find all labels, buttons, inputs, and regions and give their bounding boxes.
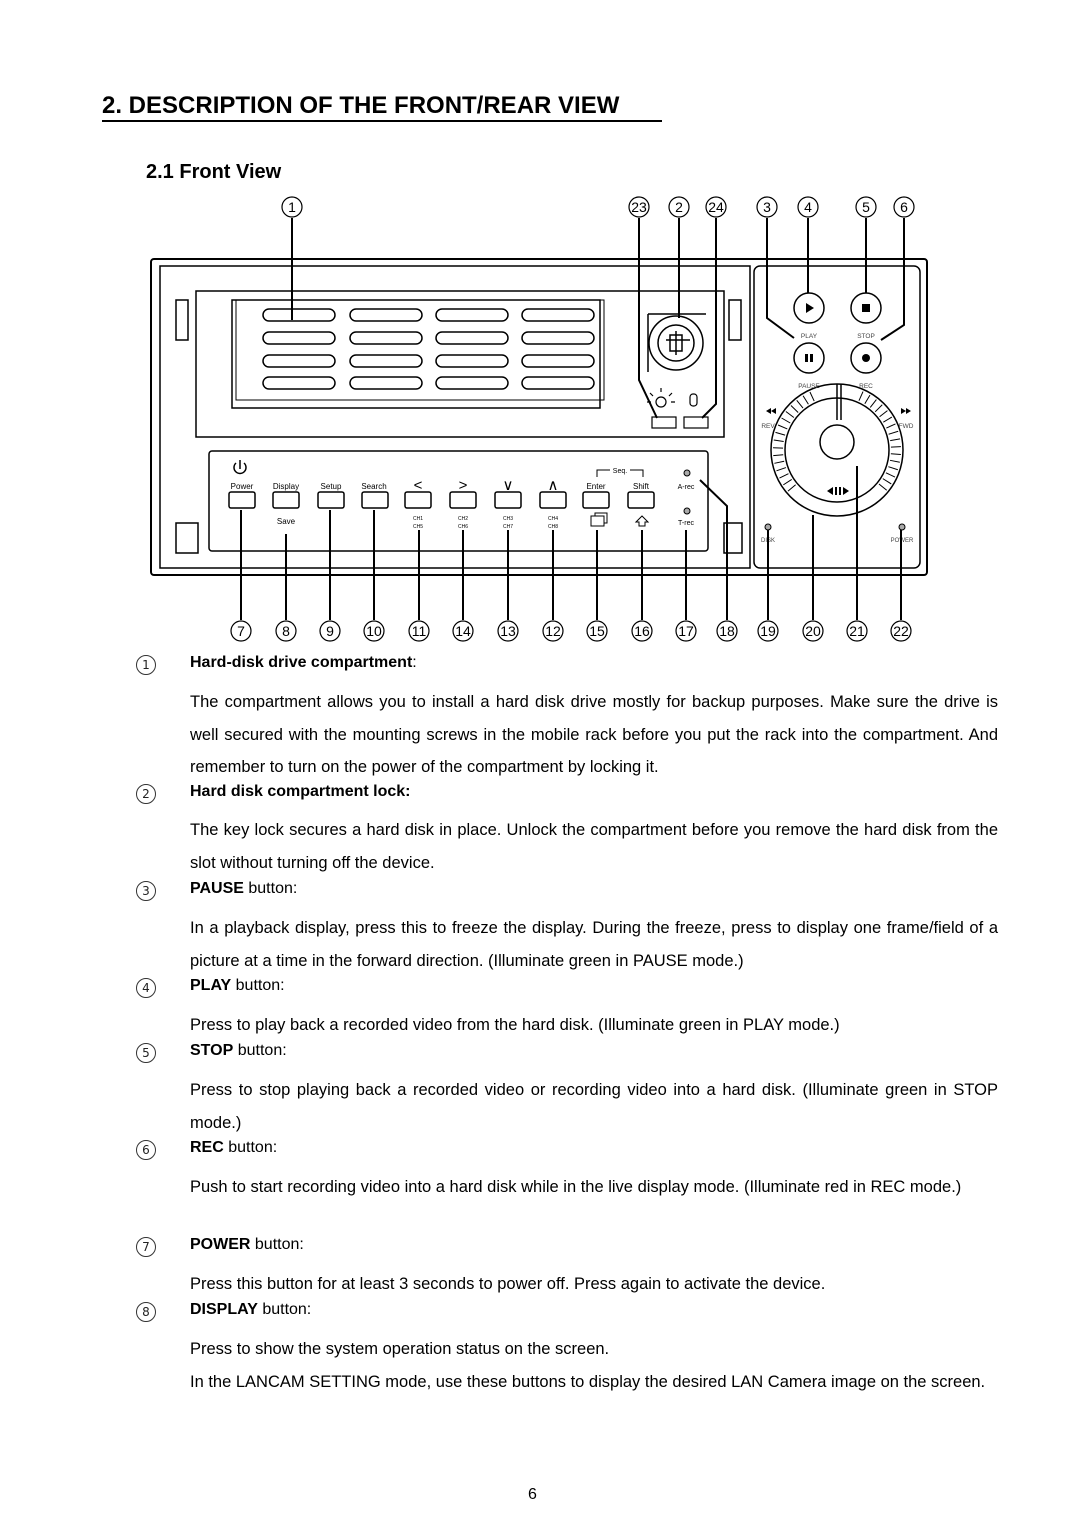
rec-label: REC — [859, 383, 873, 390]
panel-buttons — [229, 492, 654, 508]
pause-label: PAUSE — [798, 383, 820, 390]
ch4-label: CH4 — [547, 516, 559, 522]
callout-number — [629, 197, 649, 217]
panel-button[interactable] — [405, 492, 431, 508]
callout-label: 12 — [545, 623, 561, 639]
callout-label: 21 — [849, 623, 865, 639]
jog-ridge — [788, 485, 796, 491]
trec-label: T-rec — [678, 520, 694, 527]
callout-number — [717, 621, 737, 641]
callout-label: 20 — [805, 623, 821, 639]
item-heading-bold: REC — [190, 1139, 224, 1156]
power-led-label: POWER — [890, 538, 914, 544]
jog-ridge — [775, 432, 785, 435]
ch7-label: CH7 — [502, 524, 514, 530]
vent-slots — [263, 309, 594, 389]
rev-icon — [766, 408, 776, 414]
pause-button — [794, 343, 824, 373]
fwd-icon — [901, 408, 911, 414]
item-body: The compartment allows you to install a hard disk drive mostly for backup purposes. Make sure the drive is well secured with the mounting screws in the mobile rack before you put the rack into the compartment. And remember to turn on the power of the compartment by locking it. — [190, 693, 998, 776]
item-heading-rest: button: — [231, 977, 285, 994]
left-bracket-top — [176, 300, 188, 340]
hdd-tray — [232, 300, 600, 408]
callout-label: 5 — [862, 199, 870, 215]
arrow-key-glyph: < — [413, 477, 423, 494]
jog-ridge — [803, 396, 808, 404]
callout-label: 8 — [282, 623, 290, 639]
jog-ridge — [859, 392, 863, 401]
right-bracket-top — [729, 300, 741, 340]
front-view-diagram — [0, 190, 1080, 650]
stop-icon — [862, 304, 870, 312]
callout-number — [803, 621, 823, 641]
callout-number — [847, 621, 867, 641]
vent-slot — [263, 377, 335, 389]
seq-label: Seq. — [612, 468, 628, 475]
search-label: Search — [361, 482, 387, 491]
leader-line — [767, 218, 794, 338]
ch1-label: CH1 — [412, 516, 424, 522]
stop-label: STOP — [857, 333, 875, 340]
callout-label: 6 — [900, 199, 908, 215]
callout-label: 17 — [678, 623, 694, 639]
leader-line — [881, 218, 904, 340]
item-number: 8 — [136, 1302, 156, 1322]
pause-icon — [805, 354, 808, 362]
item-heading — [190, 880, 297, 898]
section-title: 2.1 Front View — [146, 161, 282, 183]
vent-slot — [263, 309, 335, 321]
vent-slot — [350, 377, 422, 389]
ch2-label: CH2 — [457, 516, 469, 522]
rec-icon — [862, 354, 870, 362]
callout-label: 16 — [634, 623, 650, 639]
callout-number — [676, 621, 696, 641]
item-heading — [190, 1139, 277, 1157]
item-body: Press to show the system operation status on the screen. — [190, 1340, 610, 1358]
vent-slot — [522, 309, 594, 321]
callout-number — [498, 621, 518, 641]
item-body: In the LANCAM SETTING mode, use these buttons to display the desired LAN Camera image on the screen. — [190, 1373, 986, 1391]
jog-ridge — [879, 484, 887, 490]
item-body: Press this button for at least 3 seconds to power off. Press again to activate the device. — [190, 1275, 826, 1293]
callout-label: 9 — [326, 623, 334, 639]
panel-button[interactable] — [273, 492, 299, 508]
panel-texts — [231, 477, 695, 530]
item-heading-rest: button: — [250, 1236, 304, 1253]
vent-slot — [436, 309, 508, 321]
jog-ridge — [797, 400, 803, 408]
enter-label: Enter — [586, 482, 606, 491]
jog-ridge — [773, 455, 783, 456]
item-heading — [190, 977, 285, 995]
vent-slot — [436, 355, 508, 367]
ch3-label: CH3 — [502, 516, 514, 522]
jog-ridge — [870, 400, 876, 408]
arec-label: A-rec — [677, 484, 695, 491]
ch5-label: CH5 — [412, 524, 424, 530]
jog-ridge — [774, 440, 784, 442]
item-heading — [190, 1236, 304, 1254]
power-label: Power — [230, 482, 254, 491]
leader-line — [702, 218, 716, 418]
vent-slot — [522, 377, 594, 389]
power-icon — [234, 460, 246, 473]
callout-number — [543, 621, 563, 641]
callout-label: 24 — [708, 199, 724, 215]
callout-number — [276, 621, 296, 641]
jog-ridge — [779, 474, 788, 478]
callout-number — [798, 197, 818, 217]
callout-number — [231, 621, 251, 641]
item-heading — [190, 783, 411, 801]
vent-slot — [436, 377, 508, 389]
item-number: 3 — [136, 881, 156, 901]
left-bracket-bottom — [176, 523, 198, 553]
jog-ridge — [886, 424, 895, 428]
panel-button[interactable] — [540, 492, 566, 508]
play-label: PLAY — [800, 333, 818, 340]
item-body: The key lock secures a hard disk in place. Unlock the compartment before you remove the hard disk from the slot without turning off the device. — [190, 821, 998, 872]
jog-ridge — [891, 447, 901, 448]
vent-slot — [436, 332, 508, 344]
callout-label: 23 — [631, 199, 647, 215]
jog-ridge — [886, 473, 895, 477]
jog-ridge — [875, 405, 882, 412]
vent-slot — [522, 355, 594, 367]
play-icon — [806, 303, 814, 313]
callout-number — [364, 621, 384, 641]
item-body: Press to play back a recorded video from the hard disk. (Illuminate green in PLAY mode.) — [190, 1016, 840, 1034]
callout-number — [669, 197, 689, 217]
jog-ridge — [786, 411, 794, 417]
callout-number — [632, 621, 652, 641]
item-heading-rest: : — [412, 654, 417, 671]
item-heading-rest: button: — [243, 880, 298, 897]
callout-label: 2 — [675, 199, 683, 215]
jog-ridge — [890, 439, 900, 441]
panel-button[interactable] — [229, 492, 255, 508]
arrow-key-glyph: ∧ — [547, 477, 559, 494]
save-label: Save — [276, 517, 296, 526]
callout-label: 19 — [760, 623, 776, 639]
jog-ridge — [783, 479, 791, 484]
page-number: 6 — [528, 1486, 537, 1503]
callout-label: 13 — [500, 623, 516, 639]
jog-ridge — [888, 467, 898, 470]
control-panel — [209, 451, 708, 551]
page-title: 2. DESCRIPTION OF THE FRONT/REAR VIEW — [102, 92, 662, 122]
fwd-label: FWD — [898, 423, 914, 430]
callout-number — [758, 621, 778, 641]
item-heading-rest: button: — [233, 1042, 287, 1059]
quad-icon — [591, 516, 604, 526]
power-led — [899, 524, 905, 530]
item-heading — [190, 1042, 287, 1060]
callout-label: 10 — [366, 623, 382, 639]
jog-ridge — [791, 406, 798, 413]
callout-number — [409, 621, 429, 641]
shift-home-icon — [636, 516, 648, 526]
panel-button[interactable] — [495, 492, 521, 508]
arrow-key-glyph: > — [458, 477, 468, 494]
jog-ridge — [891, 454, 901, 455]
hdd-led-icons — [647, 388, 708, 428]
callout-label: 4 — [804, 199, 812, 215]
jog-shuttle — [771, 384, 903, 516]
callout-number — [894, 197, 914, 217]
arec-led — [684, 470, 690, 476]
item-body: In a playback display, press this to freeze the display. During the freeze, press to display one frame/field of a picture at a time in the forward direction. (Illuminate green in PAUSE mode.) — [190, 919, 998, 970]
callout-label: 11 — [411, 623, 427, 639]
callout-number — [891, 621, 911, 641]
shuttle-arrows-icon — [827, 487, 849, 495]
hdd-compartment — [196, 291, 724, 437]
callout-number — [856, 197, 876, 217]
jog-ridge — [782, 418, 791, 423]
callout-label: 3 — [763, 199, 771, 215]
callout-label: 1 — [288, 199, 296, 215]
jog-ridge — [883, 417, 892, 422]
callout-number — [706, 197, 726, 217]
item-heading-bold: DISPLAY — [190, 1301, 258, 1318]
item-heading — [190, 1301, 311, 1319]
ch8-label: CH8 — [547, 524, 559, 530]
vent-slot — [263, 332, 335, 344]
callout-number — [757, 197, 777, 217]
item-heading-bold: Hard-disk drive compartment — [190, 654, 413, 671]
item-body: Press to stop playing back a recorded video or recording video into a hard disk. (Illuminate green in STOP mode.) — [190, 1081, 998, 1132]
jog-ridge — [776, 468, 785, 471]
item-heading-bold: STOP — [190, 1042, 234, 1059]
jog-ridge — [883, 479, 891, 484]
vent-slot — [350, 309, 422, 321]
vent-slot — [350, 332, 422, 344]
jog-ridge — [890, 460, 900, 462]
item-number: 2 — [136, 784, 156, 804]
item-heading-rest: button: — [257, 1301, 312, 1318]
display-label: Display — [272, 482, 300, 491]
callout-label: 7 — [237, 623, 245, 639]
callout-label: 15 — [589, 623, 605, 639]
item-body: Push to start recording video into a hard disk while in the live display mode. (Illuminate red in REC mode.) — [190, 1178, 962, 1196]
item-number: 1 — [136, 655, 156, 675]
item-heading — [190, 654, 417, 672]
callout-label: 14 — [455, 623, 471, 639]
item-heading-bold: Hard disk compartment lock: — [190, 783, 411, 800]
jog-ridge — [774, 461, 784, 463]
arrow-key-glyph: ∨ — [502, 477, 514, 494]
vent-slot — [350, 355, 422, 367]
item-heading-bold: POWER — [190, 1236, 251, 1253]
disk-label: DISK — [760, 538, 776, 544]
item-number: 5 — [136, 1043, 156, 1063]
item-heading-bold: PLAY — [190, 977, 232, 994]
trec-led — [684, 508, 690, 514]
item-heading-rest: button: — [223, 1139, 278, 1156]
item-number: 6 — [136, 1140, 156, 1160]
callout-lines — [241, 218, 904, 620]
panel-button[interactable] — [362, 492, 388, 508]
item-number: 7 — [136, 1237, 156, 1257]
jog-ridge — [880, 411, 888, 417]
key-lock-icon — [648, 314, 706, 372]
panel-button[interactable] — [318, 492, 344, 508]
setup-label: Setup — [320, 482, 342, 491]
item-number: 4 — [136, 978, 156, 998]
callout-label: 22 — [893, 623, 909, 639]
callout-label: 18 — [719, 623, 735, 639]
jog-ridge — [865, 395, 870, 404]
callout-number — [587, 621, 607, 641]
panel-button[interactable] — [583, 492, 609, 508]
ch6-label: CH6 — [457, 524, 469, 530]
jog-ridge — [810, 392, 814, 401]
panel-button[interactable] — [628, 492, 654, 508]
rev-label: REV — [761, 423, 775, 430]
item-heading-bold: PAUSE — [190, 880, 244, 897]
leader-line — [700, 480, 727, 620]
vent-slot — [263, 355, 335, 367]
disk-led — [765, 524, 771, 530]
callout-number — [282, 197, 302, 217]
panel-button[interactable] — [450, 492, 476, 508]
jog-ridge — [778, 425, 787, 429]
callout-number — [453, 621, 473, 641]
jog-ridge — [889, 431, 899, 434]
callout-number — [320, 621, 340, 641]
vent-slot — [522, 332, 594, 344]
shift-label: Shift — [632, 482, 650, 491]
